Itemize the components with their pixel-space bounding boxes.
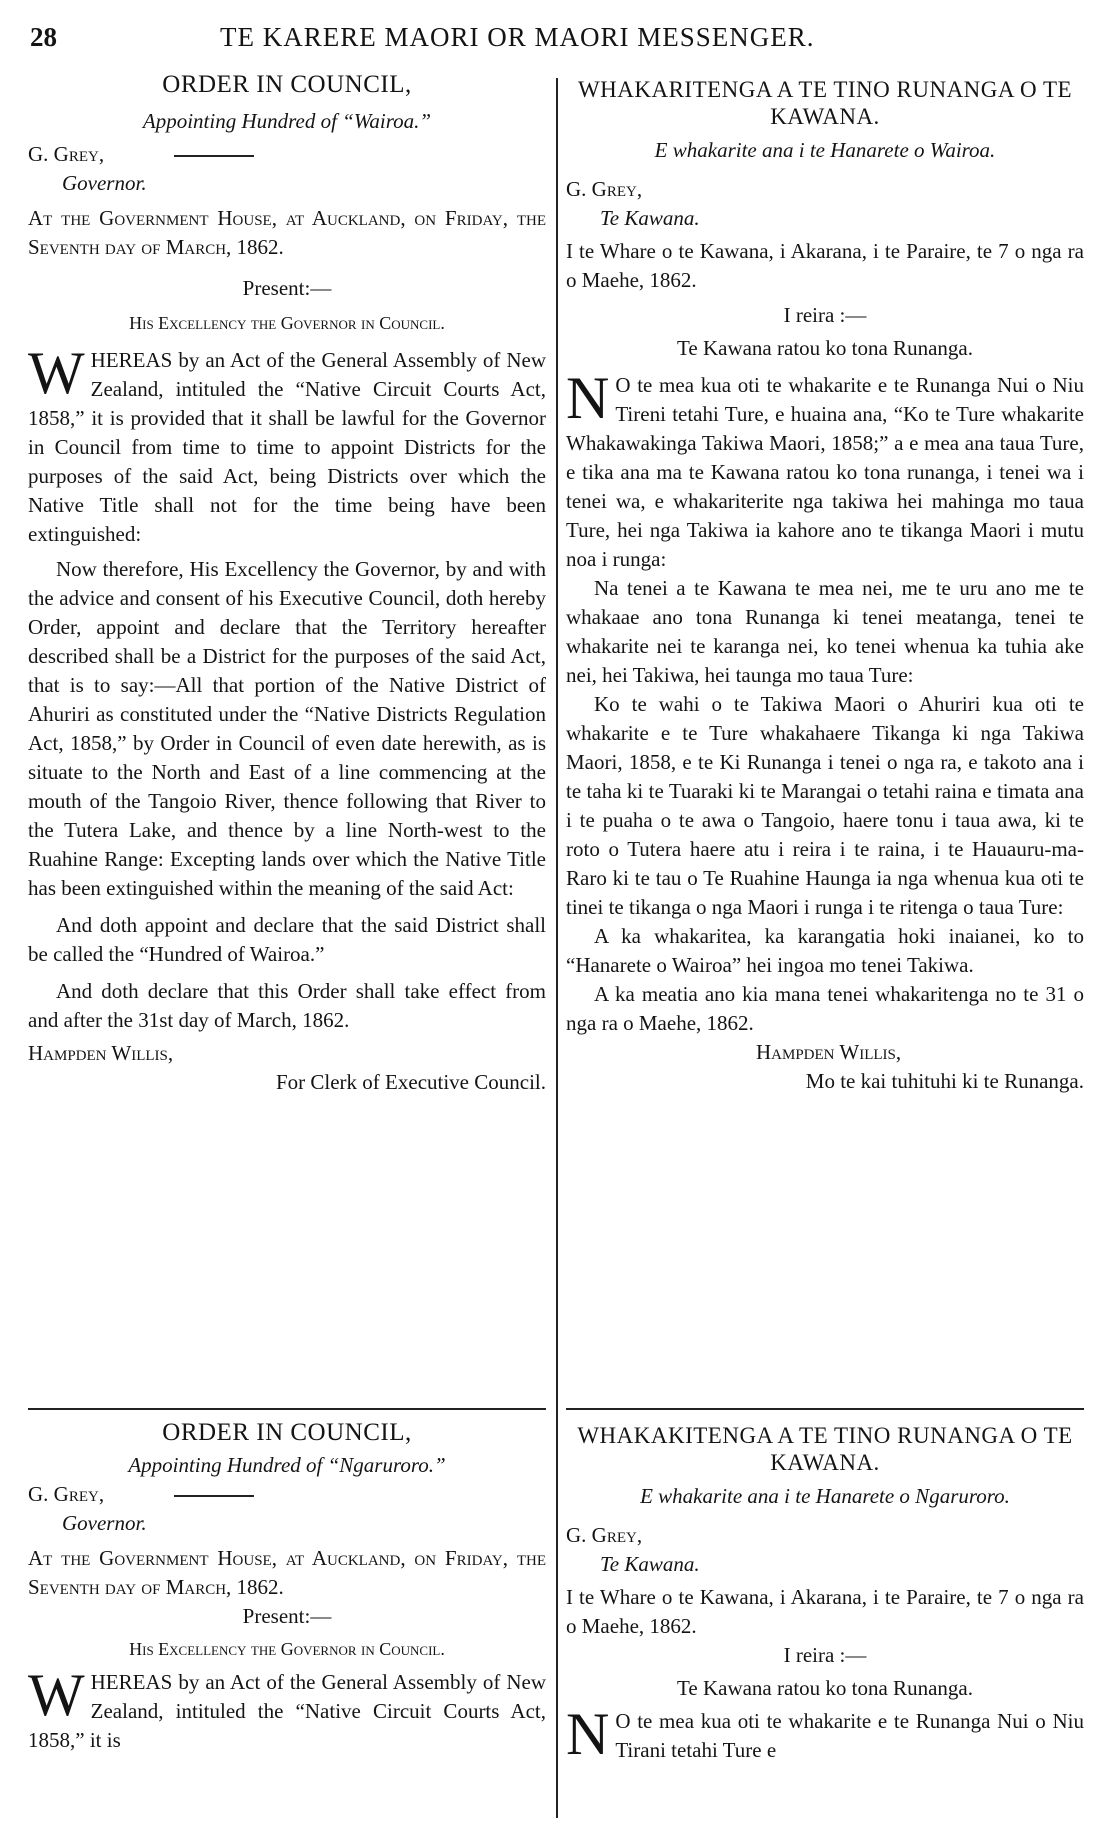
paragraph-effect: And doth declare that this Order shall take effect from and after the 31st day of March, 1862. [28,979,546,1032]
paragraph-text: HEREAS by an Act of the General Assembly of New Zealand, intituled the “Native Circuit Courts Act, 1858,” it is provided that it shall be lawful for the Governor in Council from time to time to appoint Districts for the purposes of the said Act, being Districts over which the Native Title shall not for the time being have been extinguished: [28,348,546,546]
paragraph-appoint: And doth appoint and declare that the said District shall be called the “Hundred of Wairoa.” [28,913,546,966]
page-header [30,22,1094,60]
signer-role: Governor. [62,171,147,195]
order-wairoa-english [28,70,546,1097]
separator-dash [174,1495,254,1497]
present-label: Present:— [242,276,332,300]
paragraph-a-ka-meatia: A ka meatia ano kia mana tenei whakaritenga no te 31 o nga ra o Maehe, 1862. [566,982,1084,1035]
present-label: Present:— [242,1604,332,1628]
notice-subtitle: E whakarite ana i te Hanarete o Wairoa. [654,138,996,162]
drop-cap: N [566,1701,610,1767]
signer-name: G. Grey, [566,177,643,201]
present-label: I reira :— [783,1643,867,1667]
signer-role: Te Kawana. [600,1552,700,1576]
notice-title: WHAKAKITENGA A TE TINO RUNANGA O TE KAWANA. [577,1423,1073,1475]
paragraph-text: HEREAS by an Act of the General Assembly of New Zealand, intituled the “Native Circuit Courts Act, 1858,” it is [28,1670,546,1752]
signature-name: Hampden Willis, [756,1040,902,1064]
paragraph-now-therefore: Now therefore, His Excellency the Governor, by and with the advice and consent of his Executive Council, doth hereby Order, appoint and declare that the Territory hereafter described shall be a District for the purposes of the said Act, that is to say:—All that portion of the Native District of Ahuriri as constituted under the “Native Districts Regulation Act, 1858,” by Order in Council of even date herewith, as is situate to the North and East of a line commencing at the mouth of the Tangoio River, thence following that River to the Tutera Lake, and thence by a line North-west to the Ruahine Range: Excepting lands over which the Native Title has been extinguished within the meaning of the said Act: [28,557,546,900]
place-date: I te Whare o te Kawana, i Akarana, i te Paraire, te 7 o nga ra o Maehe, 1862. [566,1585,1084,1638]
paragraph-text: O te mea kua oti te whakarite e te Runanga Nui o Niu Tireni tetahi Ture, e huaina ana, “Ko te Ture whakarite Whakawakinga Takiwa Maori, 1858;” a e mea ana taua Ture, e tika ana ma te Kawana ratou ko tona runanga, i tenei wa i tenei wa, e whakariterite nga takiwa hei mahinga mo taua Ture, hei nga Takiwa ia kahore ano te tikanga Maori i mutu noa i runga: [566,373,1084,571]
paragraph-no-te-mea [566,365,1084,574]
council-label: His Excellency the Governor in Council. [129,313,445,333]
order-ngaruroro-maori [566,1422,1084,1765]
place-date: At the Government House, at Auckland, on Friday, the Seventh day of March, 1862. [28,206,546,259]
drop-cap: W [28,1662,85,1728]
notice-title: ORDER IN COUNCIL, [162,1419,412,1446]
column-divider [556,78,558,1818]
signer-name: G. Grey, [28,1482,105,1506]
present-label: I reira :— [783,303,867,327]
order-wairoa-maori [566,76,1084,1096]
signer-role: Te Kawana. [600,206,700,230]
paragraph-no-te-mea [566,1701,1084,1767]
page-number: 28 [30,22,57,52]
council-label: Te Kawana ratou ko tona Runanga. [677,336,973,360]
place-date: I te Whare o te Kawana, i Akarana, i te Paraire, te 7 o nga ra o Maehe, 1862. [566,239,1084,292]
signer-name: G. Grey, [566,1523,643,1547]
signer-role: Governor. [62,1511,147,1535]
order-ngaruroro-english [28,1418,546,1755]
place-date: At the Government House, at Auckland, on Friday, the Seventh day of March, 1862. [28,1546,546,1599]
signature-name: Hampden Willis, [28,1041,174,1065]
notice-subtitle: E whakarite ana i te Hanarete o Ngaruroro. [640,1484,1010,1508]
paragraph-whereas [28,1662,546,1755]
notice-title: ORDER IN COUNCIL, [162,71,412,98]
section-separator-right [566,1408,1084,1410]
drop-cap: W [28,340,85,406]
running-title: TE KARERE MAORI OR MAORI MESSENGER. [220,22,815,52]
signer-name: G. Grey, [28,142,105,166]
paragraph-na-tenei: Na tenei a te Kawana te mea nei, me te uru ano me te whakaae ano tona Runanga ki tenei meatanga, tenei te whakarite nei te karanga nei, ko tenei whenua ka tuhia ake nei, hei Takiwa, hei taunga mo taua Ture: [566,576,1084,687]
paragraph-whereas [28,340,546,549]
paragraph-a-ka-whakaritea: A ka whakaritea, ka karangatia hoki inaianei, ko to “Hanarete o Wairoa” hei ingoa mo tenei Takiwa. [566,924,1084,977]
drop-cap: N [566,365,610,431]
notice-title: WHAKARITENGA A TE TINO RUNANGA O TE KAWANA. [577,77,1073,129]
separator-dash [174,155,254,157]
notice-subtitle: Appointing Hundred of “Ngaruroro.” [128,1453,446,1477]
council-label: Te Kawana ratou ko tona Runanga. [677,1676,973,1700]
section-separator-left [28,1408,546,1410]
signature-role: For Clerk of Executive Council. [275,1070,546,1094]
council-label: His Excellency the Governor in Council. [129,1639,445,1659]
signature-role: Mo te kai tuhituhi ki te Runanga. [805,1069,1084,1093]
paragraph-ko-te-wahi: Ko te wahi o te Takiwa Maori o Ahuriri kua oti te whakarite e te Ture whakahaere Tikanga ki nga Takiwa Maori, 1858, e te Ki Runanga i tenei o nga ra, e takoto ana i te taha ki te Tuaraki ki te Marangai o tetahi raina e timata ana i te puaha o te awa o Tangoio, haere tonu i taua awa, ki te roto o Tutera haere atu i reira i te raina, i te Hauauru-ma-Raro ki te tau o Te Ruahine Haunga ia nga whenua kua oti te tinei te tikanga o nga Maori i runga i te ritenga o taua Ture: [566,692,1084,919]
paragraph-text: O te mea kua oti te whakarite e te Runanga Nui o Niu Tirani tetahi Ture e [615,1709,1084,1762]
notice-subtitle: Appointing Hundred of “Wairoa.” [142,109,432,133]
